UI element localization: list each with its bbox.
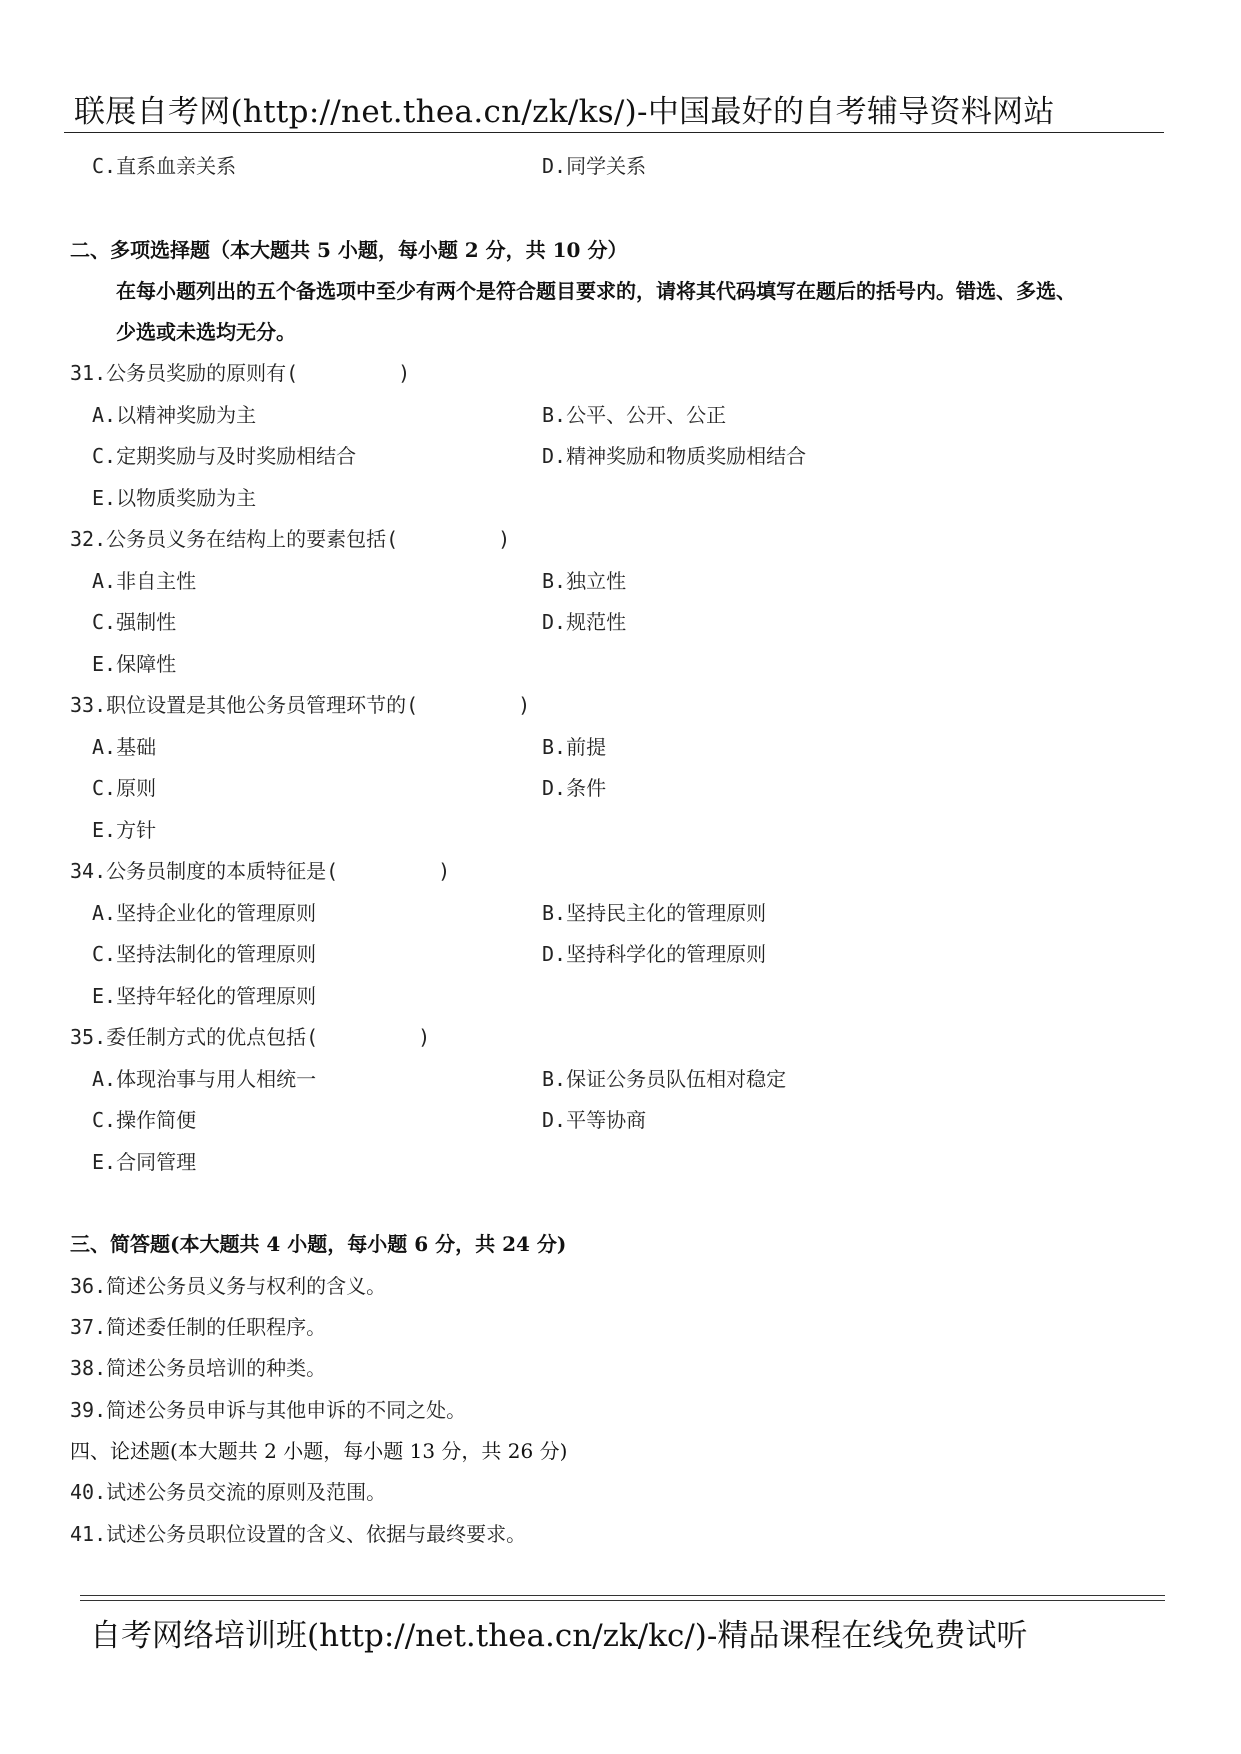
question-item: 40.试述公务员交流的原则及范围。 (70, 1480, 387, 1504)
option-c: C.原则 (92, 776, 157, 800)
option-a: A.基础 (92, 735, 157, 759)
question-stem: 33.职位设置是其他公务员管理环节的( ) (70, 693, 531, 717)
question-item: 37.简述委任制的任职程序。 (70, 1315, 327, 1339)
footer-divider (80, 1595, 1165, 1596)
option-a: A.以精神奖励为主 (92, 403, 257, 427)
option-c: C.操作简便 (92, 1108, 197, 1132)
footer-divider (80, 1600, 1165, 1601)
option-e: E.方针 (92, 818, 157, 842)
option-c: C.直系血亲关系 (92, 154, 237, 178)
option-b: B.独立性 (542, 569, 627, 593)
option-e: E.保障性 (92, 652, 177, 676)
option-d: D.规范性 (542, 610, 627, 634)
option-b: B.前提 (542, 735, 607, 759)
option-a: A.体现治事与用人相统一 (92, 1067, 317, 1091)
question-item: 39.简述公务员申诉与其他申诉的不同之处。 (70, 1398, 467, 1422)
option-e: E.合同管理 (92, 1150, 197, 1174)
option-d: D.精神奖励和物质奖励相结合 (542, 444, 807, 468)
page-header: 联展自考网(http://net.thea.cn/zk/ks/)-中国最好的自考辅导资料网站 (74, 94, 1055, 130)
option-c: C.定期奖励与及时奖励相结合 (92, 444, 357, 468)
option-a: A.坚持企业化的管理原则 (92, 901, 317, 925)
question-stem: 31.公务员奖励的原则有( ) (70, 361, 411, 385)
section-title: 三、简答题(本大题共 4 小题，每小题 6 分，共 24 分) (70, 1232, 567, 1256)
section-instructions: 在每小题列出的五个备选项中至少有两个是符合题目要求的，请将其代码填写在题后的括号内。错选、多选、 (116, 279, 1076, 303)
option-a: A.非自主性 (92, 569, 197, 593)
option-d: D.条件 (542, 776, 607, 800)
question-item: 36.简述公务员义务与权利的含义。 (70, 1274, 387, 1298)
option-c: C.坚持法制化的管理原则 (92, 942, 317, 966)
option-d: D.坚持科学化的管理原则 (542, 942, 767, 966)
option-b: B.保证公务员队伍相对稳定 (542, 1067, 787, 1091)
question-stem: 32.公务员义务在结构上的要素包括( ) (70, 527, 511, 551)
page-footer: 自考网络培训班(http://net.thea.cn/zk/kc/)-精品课程在线免费试听 (90, 1618, 1028, 1654)
section-title: 二、多项选择题（本大题共 5 小题，每小题 2 分，共 10 分） (70, 238, 628, 262)
option-d: D.平等协商 (542, 1108, 647, 1132)
option-b: B.坚持民主化的管理原则 (542, 901, 767, 925)
section-title: 四、论述题(本大题共 2 小题，每小题 13 分，共 26 分) (70, 1439, 568, 1463)
section-instructions: 少选或未选均无分。 (116, 320, 296, 344)
option-e: E.坚持年轻化的管理原则 (92, 984, 317, 1008)
header-divider (64, 132, 1164, 133)
option-c: C.强制性 (92, 610, 177, 634)
option-b: B.公平、公开、公正 (542, 403, 727, 427)
option-e: E.以物质奖励为主 (92, 486, 257, 510)
option-d: D.同学关系 (542, 154, 647, 178)
question-stem: 35.委任制方式的优点包括( ) (70, 1025, 431, 1049)
question-item: 38.简述公务员培训的种类。 (70, 1356, 327, 1380)
question-stem: 34.公务员制度的本质特征是( ) (70, 859, 451, 883)
question-item: 41.试述公务员职位设置的含义、依据与最终要求。 (70, 1522, 527, 1546)
